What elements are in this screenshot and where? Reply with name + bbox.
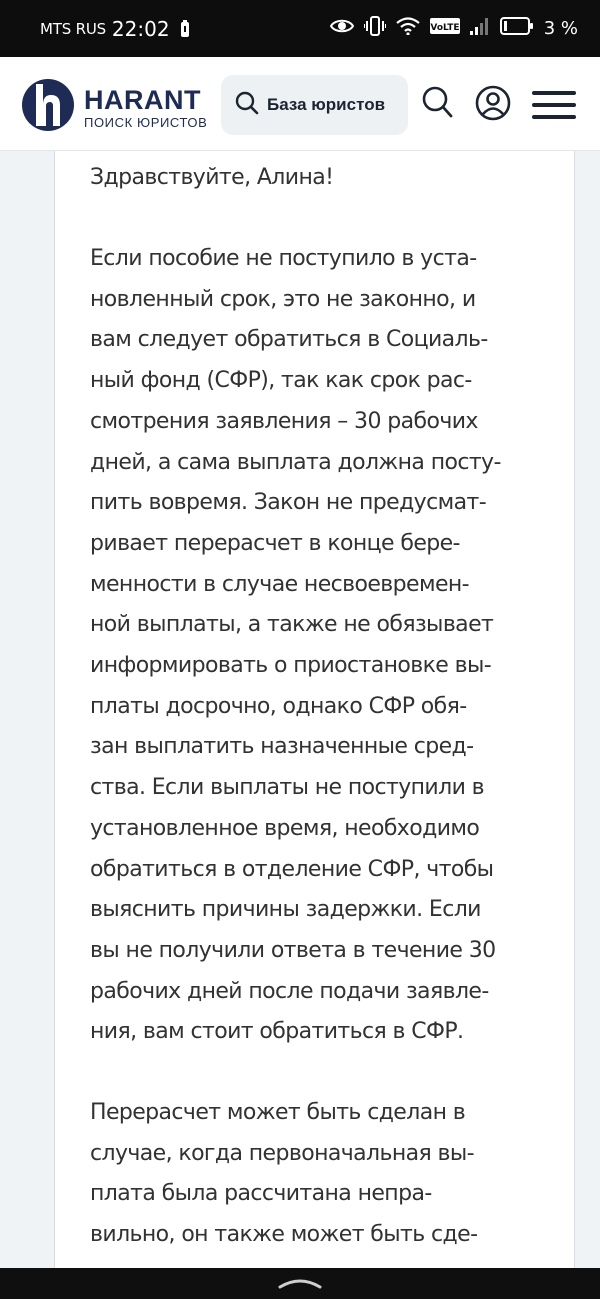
text-line: вы не получили ответа в течение 30 (90, 937, 496, 963)
text-line: ния, вам стоит обратиться в СФР. (90, 1019, 464, 1045)
text-line: смотрения заявления – 30 рабочих (90, 408, 478, 434)
site-logo[interactable] (22, 79, 207, 136)
brand-name: HARANT (84, 84, 201, 115)
text-line: платы досрочно, однако СФР обя- (90, 693, 467, 719)
text-line: Перерасчет может быть сделан в (90, 1100, 466, 1125)
text-line: ный фонд (СФР), так как срок рас- (90, 368, 472, 394)
status-bar (0, 0, 600, 57)
text-line: выяснить причины задержки. Если (90, 897, 481, 923)
greeting (90, 158, 570, 199)
answer-paragraph-2 (90, 1093, 570, 1256)
svg-text:VoLTE: VoLTE (430, 23, 460, 33)
text-line: ривает перерасчет в конце бере- (90, 530, 460, 556)
text-line: Если пособие не поступило в уста- (90, 246, 477, 271)
text-line: пить вовремя. Закон не предусмат- (90, 490, 487, 516)
text-line: рабочих дней после подачи заявле- (90, 978, 489, 1004)
battery-icon (500, 16, 534, 41)
site-header (0, 57, 600, 151)
brand-tagline: ПОИСК ЮРИСТОВ (84, 114, 208, 130)
eye-icon (330, 18, 354, 39)
text-line: установленное время, необходимо (90, 815, 480, 841)
text-line: менности в случае несвоевремен- (90, 571, 470, 597)
text-line: вам следует обратиться в Социаль- (90, 327, 488, 353)
logo-icon (22, 79, 74, 136)
user-icon[interactable] (475, 85, 511, 126)
lawyers-database-button[interactable] (221, 75, 408, 135)
lock-icon (180, 20, 190, 38)
status-icons (330, 16, 578, 41)
battery-percent: 3 % (543, 18, 578, 39)
text-line: информировать о приостановке вы- (90, 653, 492, 679)
text-line: ства. Если выплаты не поступили в (90, 775, 485, 801)
chevron-up-icon[interactable] (278, 1275, 322, 1294)
text-line: зан выплатить назначенные сред- (90, 734, 474, 760)
search-icon[interactable] (421, 85, 453, 124)
wifi-icon (396, 17, 420, 40)
carrier-name: MTS RUS (40, 19, 106, 38)
signal-icon (470, 17, 490, 40)
text-line: ной выплаты, а также не обязывает (90, 612, 494, 638)
volte-icon (430, 18, 460, 39)
text-line: плата была рассчитана непра- (90, 1181, 432, 1207)
navigation-bar (0, 1268, 600, 1299)
menu-icon[interactable] (532, 91, 576, 124)
lawyers-database-label: База юристов (267, 95, 386, 114)
text-line: Здравствуйте, Алина! (90, 165, 334, 190)
text-line: вильно, он также может быть сде- (90, 1222, 478, 1248)
clock: 22:02 (111, 16, 170, 41)
vibrate-icon (364, 16, 386, 41)
answer-card (54, 151, 575, 1271)
answer-paragraph-1 (90, 239, 570, 1053)
text-line: дней, а сама выплата должна посту- (90, 449, 501, 475)
text-line: новленный срок, это не законно, и (90, 286, 476, 312)
text-line: обратиться в отделение СФР, чтобы (90, 856, 494, 882)
search-icon (235, 91, 259, 120)
text-line: случае, когда первоначальная вы- (90, 1140, 475, 1166)
